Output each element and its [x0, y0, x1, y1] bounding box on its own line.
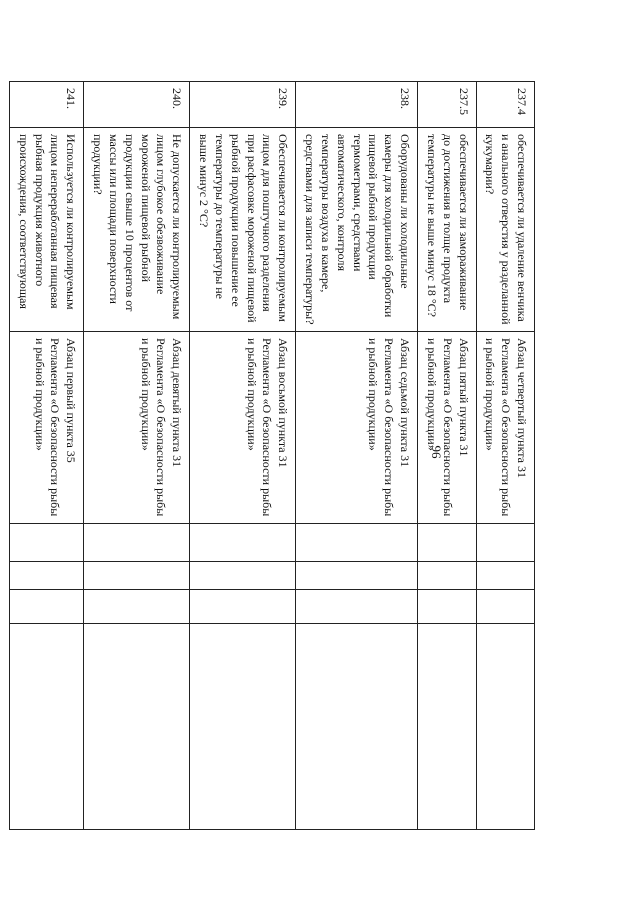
answer-cell: [418, 524, 476, 562]
table-row: [84, 82, 190, 830]
answer-cell: [476, 524, 534, 562]
question-cell: Используется ли контролируемым лицом непереработанная пищевая рыбная продукция животного происхождения, соответствующая: [9, 128, 83, 332]
reference-cell: Абзац девятый пункта 31 Регламента «О безопасности рыбы и рыбной продукции»: [84, 332, 190, 524]
question-cell: Не допускается ли контролируемым лицом глубокое обезвоживание мороженой пищевой рыбной продукции свыше 10 процентов от массы или площади поверхности продукции?: [84, 128, 190, 332]
row-number: 237.4: [476, 82, 534, 128]
notes-cell: [296, 624, 418, 830]
answer-cell: [9, 524, 83, 562]
answer-cell: [476, 590, 534, 624]
page-number: 96: [429, 445, 444, 459]
answer-cell: [190, 524, 296, 562]
row-number: 240.: [84, 82, 190, 128]
table-row: [418, 82, 476, 830]
row-number: 238.: [296, 82, 418, 128]
table-row: [296, 82, 418, 830]
reference-cell: Абзац седьмой пункта 31 Регламента «О безопасности рыбы и рыбной продукции»: [296, 332, 418, 524]
reference-cell: Абзац первый пункта 35 Регламента «О безопасности рыбы и рыбной продукции»: [9, 332, 83, 524]
answer-cell: [418, 590, 476, 624]
answer-cell: [9, 562, 83, 590]
answer-cell: [296, 590, 418, 624]
reference-cell: Абзац пятый пункта 31 Регламента «О безопасности рыбы и рыбной продукции»: [418, 332, 476, 524]
notes-cell: [190, 624, 296, 830]
notes-cell: [476, 624, 534, 830]
table-row: [476, 82, 534, 830]
answer-cell: [9, 590, 83, 624]
notes-cell: [84, 624, 190, 830]
question-cell: Оборудованы ли холодильные камеры для холодильной обработки пищевой рыбной продукции термометрами, средствами автоматического, контроля температуры воздуха в камере, средствами для записи температуры?: [296, 128, 418, 332]
notes-cell: [418, 624, 476, 830]
question-cell: обеспечивается ли удаление венчика и анального отверстия у разделанной кукумарии?: [476, 128, 534, 332]
answer-cell: [296, 524, 418, 562]
table-row: [190, 82, 296, 830]
row-number: 239.: [190, 82, 296, 128]
checklist-table: [9, 81, 535, 830]
question-cell: Обеспечивается ли контролируемым лицом для поштучного разделения при расфасовке мороженой пищевой рыбной продукции повышение ее температуры до температуры не выше минус 2 °С?: [190, 128, 296, 332]
row-number: 237.5: [418, 82, 476, 128]
notes-cell: [9, 624, 83, 830]
answer-cell: [84, 590, 190, 624]
reference-cell: Абзац четвертый пункта 31 Регламента «О безопасности рыбы и рыбной продукции»: [476, 332, 534, 524]
answer-cell: [190, 590, 296, 624]
answer-cell: [84, 524, 190, 562]
question-cell: обеспечивается ли замораживание до достижения в толще продукта температуры не выше минус 18 °С?: [418, 128, 476, 332]
answer-cell: [190, 562, 296, 590]
answer-cell: [476, 562, 534, 590]
table-row: [9, 82, 83, 830]
answer-cell: [296, 562, 418, 590]
answer-cell: [418, 562, 476, 590]
reference-cell: Абзац восьмой пункта 31 Регламента «О безопасности рыбы и рыбной продукции»: [190, 332, 296, 524]
row-number: 241.: [9, 82, 83, 128]
checklist-table-rotated: [16, 81, 535, 829]
answer-cell: [84, 562, 190, 590]
